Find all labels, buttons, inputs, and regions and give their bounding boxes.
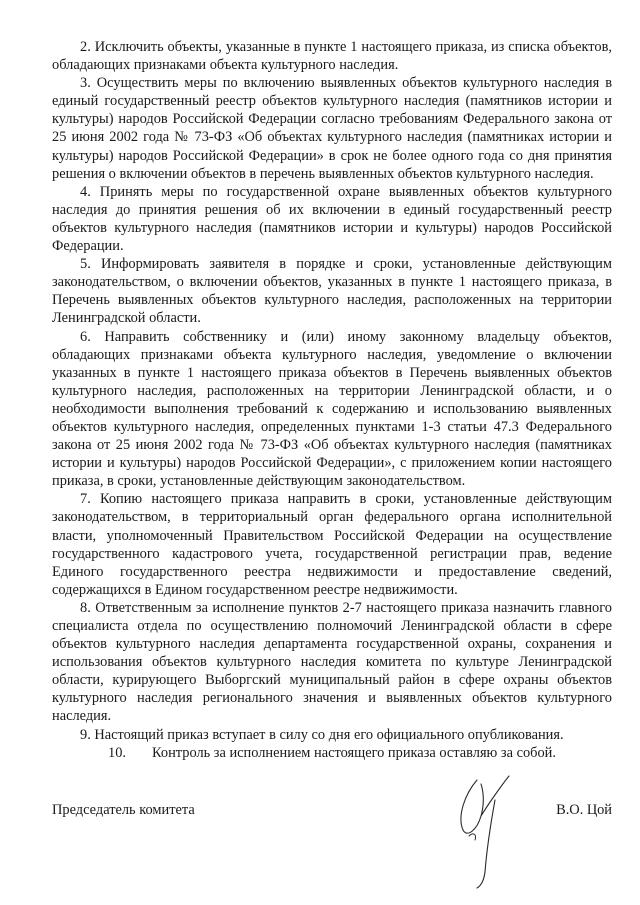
paragraph-item-8: 8. Ответственным за исполнение пунктов 2-7 настоящего приказа назначить главного специалиста отдела по осуществлению полномочий Ленинградской области в сфере объектов культурного наследия департамента государственной охраны, сохранения и использования объектов культурного наследия комитета по культуре Ленинградской области, курирующего Выборгский муниципальный район в сфере охраны объектов культурного наследия регионального значения и выявленных объектов культурного наследия. [52, 599, 612, 725]
paragraph-item-10 [52, 744, 612, 762]
paragraph-item-2: 2. Исключить объекты, указанные в пункте 1 настоящего приказа, из списка объектов, обладающих признаками объекта культурного наследия. [52, 39, 612, 74]
signer-title: Председатель комитета [52, 802, 195, 818]
paragraph-item-6: 6. Направить собственнику и (или) иному законному владельцу объектов, обладающих признаками объекта культурного наследия, уведомление о включении указанных в пункте 1 настоящего приказа объектов в Перечень выявленных объектов культурного наследия, расположенных на территории Ленинградской области, и о необходимости выполнения требований к содержанию и использованию выявленных объектов культурного наследия, определенных пунктами 1-3 статьи 47.3 Федерального закона от 25 июня 2002 года № 73-ФЗ «Об объектах культурного наследия (памятниках истории и культуры) народов Российской Федерации», с приложением копии настоящего приказа, в сроки, установленные действующим законодательством. [52, 328, 612, 490]
item-10-number: 10. [108, 744, 126, 761]
handwritten-signature [447, 772, 527, 892]
paragraph-item-9: 9. Настоящий приказ вступает в силу со дня его официального опубликования. [80, 726, 564, 743]
signer-name: В.О. Цой [556, 802, 612, 818]
paragraph-item-7: 7. Копию настоящего приказа направить в сроки, установленные действующим законодательством, в территориальный орган федерального органа исполнительной власти, уполномоченный Правительством Российской Федерации на осуществление государственного кадастрового учета, государственной регистрации прав, ведение Единого государственного реестра недвижимости и предоставление сведений, содержащихся в Едином государственном реестре недвижимости. [52, 491, 612, 598]
paragraph-item-5: 5. Информировать заявителя в порядке и сроки, установленные действующим законодательством, о включении объектов, указанных в пункте 1 настоящего приказа, в Перечень выявленных объектов культурного наследия, расположенных на территории Ленинградской области. [52, 256, 612, 327]
item-10-text: Контроль за исполнением настоящего приказа оставляю за собой. [152, 744, 556, 761]
paragraph-item-3: 3. Осуществить меры по включению выявленных объектов культурного наследия в единый государственный реестр объектов культурного наследия (памятников истории и культуры) народов Российской Федерации согласно требованиям Федерального закона от 25 июня 2002 года № 73-ФЗ «Об объектах культурного наследия (памятниках истории и культуры) народов Российской Федерации» в срок не более одного года со дня принятия решения о включении объектов в перечень выявленных объектов культурного наследия. [52, 75, 612, 182]
signature-block [52, 802, 612, 842]
document-body [52, 38, 612, 762]
paragraph-item-4: 4. Принять меры по государственной охране выявленных объектов культурного наследия до принятия решения об их включении в единый государственный реестр объектов культурного наследия (памятников истории и культуры) народов Российской Федерации. [52, 183, 612, 255]
